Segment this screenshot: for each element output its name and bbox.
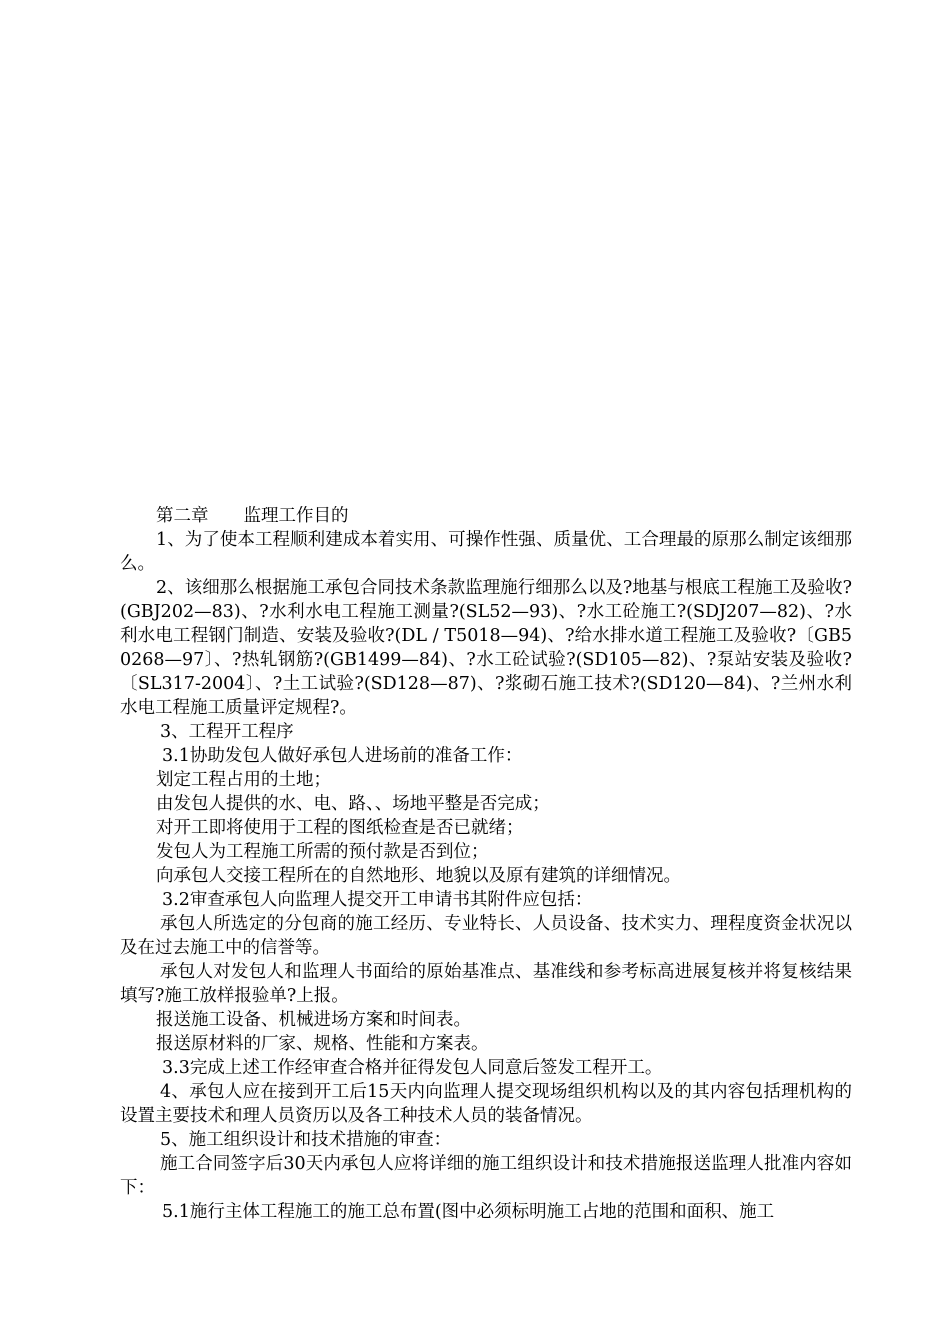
section-3-1-heading: 3.1协助发包人做好承包人进场前的准备工作： [162, 746, 523, 766]
paragraph-5-intro: 施工合同签字后30天内承包人应将详细的施工组织设计和技术措施报送监理人批准内容如下： [120, 1154, 852, 1198]
list-item: 由发包人提供的水、电、路、、场地平整是否完成； [156, 794, 550, 814]
section-5-1-text: 5.1施行主体工程施工的施工总布置(图中必须标明施工占地的范围和面积、施工 [162, 1202, 775, 1222]
list-item: 划定工程占用的土地； [156, 770, 331, 790]
document-body [120, 504, 852, 1224]
list-item: 向承包人交接工程所在的自然地形、地貌以及原有建筑的详细情况。 [156, 866, 681, 886]
section-3-3-text: 3.3完成上述工作经审查合格并征得发包人同意后签发工程开工。 [162, 1058, 663, 1078]
list-item: 报送施工设备、机械进场方案和时间表。 [156, 1010, 471, 1030]
list-item: 承包人对发包人和监理人书面给的原始基准点、基准线和参考标高进展复核并将复核结果填写?施工放样报验单?上报。 [120, 962, 852, 1006]
section-3-2-heading: 3.2审查承包人向监理人提交开工申请书其附件应包括： [162, 890, 593, 910]
list-item: 对开工即将使用于工程的图纸检查是否已就绪； [156, 818, 524, 838]
list-item: 报送原材料的厂家、规格、性能和方案表。 [156, 1034, 489, 1054]
paragraph-4: 4、承包人应在接到开工后15天内向监理人提交现场组织机构以及的其内容包括理机构的设置主要技术和理人员资历以及各工种技术人员的装备情况。 [120, 1082, 852, 1126]
section-5-heading: 5、施工组织设计和技术措施的审查： [160, 1130, 452, 1150]
paragraph-2: 2、该细那么根据施工承包合同技术条款监理施行细那么以及?地基与根底工程施工及验收?(GBJ202—83)、?水利水电工程施工测量?(SL52—93)、?水工砼施工?(SDJ207—82)、?水利水电工程钢门制造、安装及验收?(DL / T5018—94)、?给水排水道工程施工及验收?〔GB50268—97〕、?热轧钢筋?(GB1499—84)、?水工砼试验?(SD105—82)、?泵站安装及验收?〔SL317-2004〕、?土工试验?(SD128—87)、?浆砌石施工技术?(SD120—84)、?兰州水利水电工程施工质量评定规程?。 [120, 578, 852, 718]
chapter-title: 第二章 监理工作目的 [156, 506, 349, 526]
section-3-heading: 3、工程开工程序 [160, 722, 294, 742]
paragraph-1: 1、为了使本工程顺利建成本着实用、可操作性强、质量优、工合理最的原那么制定该细那么。 [120, 530, 852, 574]
list-item: 承包人所选定的分包商的施工经历、专业特长、人员设备、技术实力、理程度资金状况以及在过去施工中的信誉等。 [120, 914, 852, 958]
list-item: 发包人为工程施工所需的预付款是否到位； [156, 842, 489, 862]
